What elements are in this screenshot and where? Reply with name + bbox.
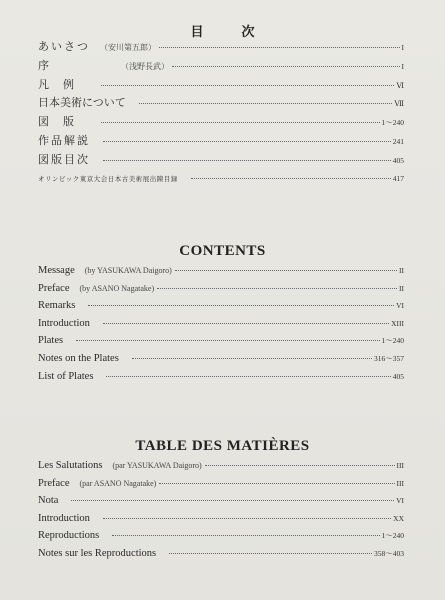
- toc-entry-author: （浅野長武）: [121, 61, 169, 71]
- toc-entry: [38, 475, 404, 493]
- toc-entry-title: Reproductions: [38, 530, 100, 542]
- toc-entry-page: I: [401, 43, 404, 52]
- toc-entry: [38, 350, 404, 368]
- toc-entry: [38, 297, 404, 315]
- toc-entry: [38, 527, 404, 545]
- leader-dots: [103, 140, 391, 142]
- toc-entry-page: I: [401, 61, 404, 71]
- toc-entry-title: Preface: [38, 282, 70, 294]
- toc-entry-title: Plates: [38, 335, 64, 347]
- toc-entry-page: VI: [396, 496, 404, 506]
- toc-entry-title: Message: [38, 265, 75, 276]
- toc-entry: [38, 76, 404, 95]
- toc-entry: [38, 170, 404, 189]
- toc-entry-title: Preface: [38, 477, 70, 489]
- leader-dots: [103, 322, 389, 324]
- toc-entry: [38, 545, 404, 563]
- leader-dots: [191, 177, 391, 179]
- toc-entry: [38, 38, 404, 57]
- toc-entry-page: VI: [396, 301, 404, 311]
- leader-dots: [205, 464, 395, 466]
- toc-entry-page: 1～240: [381, 531, 404, 541]
- toc-entry-title: List of Plates: [38, 370, 94, 382]
- toc-entry: [38, 510, 404, 528]
- leader-dots: [139, 102, 393, 104]
- leader-dots: [76, 339, 379, 341]
- english-toc-heading: CONTENTS: [179, 243, 266, 260]
- toc-entry-page: 417: [392, 173, 404, 183]
- toc-entry: [38, 280, 404, 298]
- toc-entry-title: Introduction: [38, 317, 90, 329]
- leader-dots: [103, 159, 391, 161]
- leader-dots: [106, 375, 390, 377]
- toc-entry-author: (par YASUKAWA Daigoro): [112, 461, 202, 470]
- toc-entry-title: あいさつ: [38, 41, 90, 53]
- leader-dots: [159, 482, 394, 484]
- leader-dots: [103, 517, 391, 519]
- toc-entry-page: III: [396, 478, 404, 488]
- toc-entry-title: Les Salutations: [38, 460, 103, 471]
- toc-entry: [38, 262, 404, 280]
- toc-entry-title: 序: [38, 59, 51, 72]
- toc-entry-title: オリンピック東京大会日本古美術展出陳目録: [38, 175, 178, 183]
- toc-entry-title: 凡例: [38, 78, 88, 91]
- toc-entry-page: II: [399, 266, 404, 275]
- japanese-toc-heading: 目次: [190, 23, 293, 39]
- english-toc: [38, 262, 404, 385]
- toc-entry-page: 405: [392, 155, 404, 165]
- toc-entry-title: 作品解説: [38, 134, 90, 147]
- toc-entry: [38, 151, 404, 170]
- leader-dots: [101, 121, 380, 123]
- toc-entry-author: （安川第五郎）: [100, 43, 156, 52]
- leader-dots: [157, 287, 397, 289]
- toc-entry-author: (by YASUKAWA Daigoro): [84, 266, 172, 275]
- toc-entry: [38, 57, 404, 76]
- toc-entry-title: Notes on the Plates: [38, 352, 119, 364]
- japanese-toc: [38, 38, 404, 188]
- leader-dots: [71, 499, 394, 501]
- toc-entry-author: (par ASANO Nagatake): [79, 478, 157, 488]
- toc-entry-page: Ⅵ: [396, 80, 404, 90]
- french-toc-heading: TABLE DES MATIÈRES: [135, 438, 310, 455]
- toc-entry-page: 405: [392, 371, 404, 381]
- toc-entry-title: 図版: [38, 116, 88, 129]
- leader-dots: [101, 84, 394, 86]
- toc-entry-page: 1～240: [381, 118, 404, 128]
- toc-entry-page: XIII: [391, 318, 404, 328]
- toc-entry: [38, 368, 404, 386]
- toc-entry-page: XX: [393, 513, 404, 523]
- toc-entry-title: 図版目次: [38, 153, 90, 166]
- toc-entry-page: 358～403: [374, 548, 404, 558]
- toc-entry: [38, 132, 404, 151]
- leader-dots: [159, 46, 400, 48]
- toc-entry-title: 日本美術について: [38, 97, 126, 110]
- toc-entry-page: II: [399, 283, 404, 293]
- toc-entry-title: Notes sur les Reproductions: [38, 547, 157, 559]
- toc-entry: [38, 492, 404, 510]
- toc-entry-page: Ⅶ: [394, 99, 404, 109]
- toc-entry-title: Introduction: [38, 512, 90, 524]
- leader-dots: [169, 552, 372, 554]
- leader-dots: [88, 304, 394, 306]
- leader-dots: [132, 357, 372, 359]
- toc-entry-page: 241: [392, 136, 404, 146]
- toc-entry: [38, 113, 404, 132]
- toc-entry-title: Nota: [38, 495, 59, 507]
- leader-dots: [172, 65, 400, 67]
- toc-entry-author: (by ASANO Nagatake): [79, 283, 155, 293]
- leader-dots: [175, 269, 397, 271]
- toc-entry: [38, 332, 404, 350]
- toc-entry-page: 316～357: [374, 353, 404, 363]
- toc-entry-title: Remarks: [38, 300, 76, 312]
- toc-entry: [38, 457, 404, 475]
- french-toc: [38, 457, 404, 563]
- toc-entry: [38, 94, 404, 113]
- toc-entry-page: III: [396, 461, 404, 470]
- toc-entry: [38, 315, 404, 333]
- leader-dots: [112, 534, 379, 536]
- toc-entry-page: 1～240: [381, 336, 404, 346]
